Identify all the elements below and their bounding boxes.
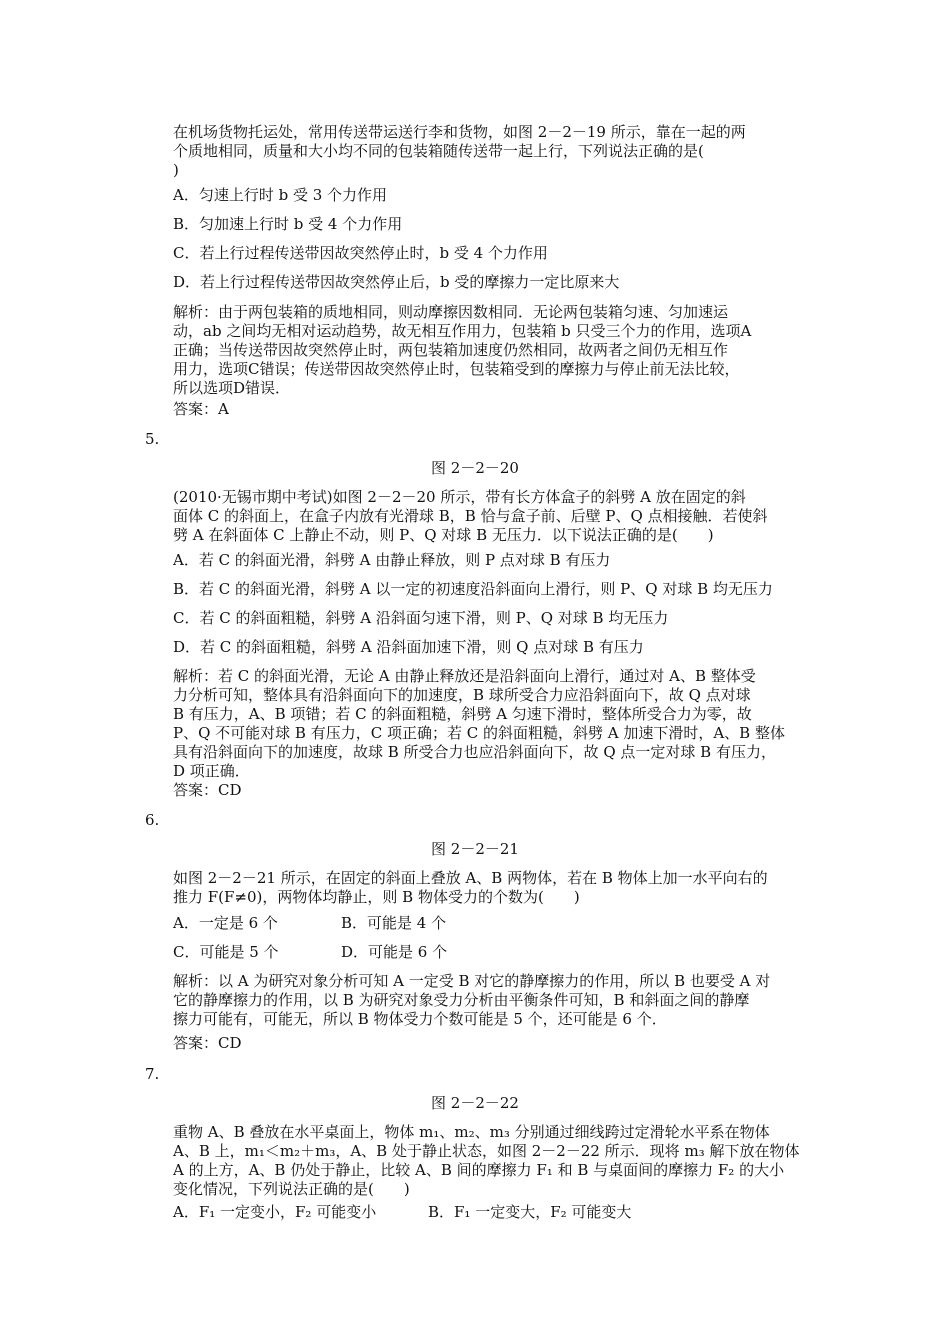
q5-stem-line: 面体 C 的斜面上，在盒子内放有光滑球 B，B 恰与盒子前、后壁 P、Q 点相接触．若使斜	[173, 507, 768, 525]
q6-figure-caption: 图 2－2－21	[431, 840, 519, 858]
q5-analysis-line: P、Q 不可能对球 B 有压力，C 项正确；若 C 的斜面粗糙，斜劈 A 加速下滑时，A、B 整体	[173, 724, 785, 742]
q4-analysis-line: 动，ab 之间均无相对运动趋势，故无相互作用力，包装箱 b 只受三个力的作用，选项A	[173, 322, 752, 340]
q5-analysis-line: D 项正确．	[173, 762, 250, 780]
q7-stem	[173, 1123, 813, 1199]
q5-stem-line: 劈 A 在斜面体 C 上静止不动，则 P、Q 对球 B 无压力．以下说法正确的是( )	[173, 526, 714, 544]
q5-stem	[173, 488, 813, 545]
q6-options-row	[173, 914, 447, 933]
q7-stem-line: 重物 A、B 叠放在水平桌面上，物体 m₁、m₂、m₃ 分别通过细线跨过定滑轮水平系在物体	[173, 1123, 770, 1141]
q6-analysis-line: 它的静摩擦力的作用，以 B 为研究对象受力分析由平衡条件可知，B 和斜面之间的静摩	[173, 991, 750, 1009]
q7-options-row	[173, 1203, 632, 1222]
q7-option-b: B．F₁ 一定变大，F₂ 可能变大	[428, 1203, 632, 1221]
q6-analysis-line: 解析：以 A 为研究对象分析可知 A 一定受 B 对它的静摩擦力的作用，所以 B 也要受 A 对	[173, 972, 771, 990]
q5-analysis-line: 具有沿斜面向下的加速度，故球 B 所受合力也应沿斜面向下，故 Q 点一定对球 B 有压力，	[173, 743, 776, 761]
q4-analysis	[173, 303, 813, 398]
q7-figure-caption: 图 2－2－22	[431, 1094, 519, 1112]
q4-answer: 答案：A	[173, 400, 229, 418]
q7-option-a: A．F₁ 一定变小，F₂ 可能变小	[173, 1203, 377, 1221]
q5-analysis-line: B 有压力，A、B 项错；若 C 的斜面粗糙，斜劈 A 匀速下滑时，整体所受合力为零，故	[173, 705, 752, 723]
q4-stem-line: 个质地相同，质量和大小均不同的包装箱随传送带一起上行，下列说法正确的是(	[173, 142, 704, 160]
q5-number: 5.	[145, 430, 160, 448]
q6-option-d: D．可能是 6 个	[341, 943, 448, 961]
q4-option-a: A．匀速上行时 b 受 3 个力作用	[173, 186, 388, 204]
q6-stem	[173, 869, 813, 907]
q5-figure-caption: 图 2－2－20	[431, 459, 519, 477]
q4-analysis-line: 解析：由于两包装箱的质地相同，则动摩擦因数相同．无论两包装箱匀速、匀加速运	[173, 303, 729, 321]
q4-option-d: D．若上行过程传送带因故突然停止后，b 受的摩擦力一定比原来大	[173, 273, 620, 291]
q5-answer: 答案：CD	[173, 781, 242, 799]
q7-stem-line: 变化情况，下列说法正确的是( )	[173, 1180, 410, 1198]
q5-analysis-line: 解析：若 C 的斜面光滑，无论 A 由静止释放还是沿斜面向上滑行，通过对 A、B 整体受	[173, 667, 756, 685]
q4-analysis-line: 正确；当传送带因故突然停止时，两包装箱加速度仍然相同，故两者之间仍无相互作	[173, 341, 729, 359]
q4-analysis-line: 用力，选项C错误；传送带因故突然停止时，包装箱受到的摩擦力与停止前无法比较，	[173, 360, 740, 378]
q5-stem-line: (2010·无锡市期中考试)如图 2－2－20 所示，带有长方体盒子的斜劈 A 放在固定的斜	[173, 488, 746, 506]
q5-analysis	[173, 667, 813, 781]
q5-analysis-line: 力分析可知，整体具有沿斜面向下的加速度，B 球所受合力应沿斜面向下，故 Q 点对球	[173, 686, 751, 704]
q4-option-b: B．匀加速上行时 b 受 4 个力作用	[173, 215, 403, 233]
q4-analysis-line: 所以选项D错误．	[173, 379, 291, 397]
q7-stem-line: A 的上方，A、B 仍处于静止，比较 A、B 间的摩擦力 F₁ 和 B 与桌面间的摩擦力 F₂ 的大小	[173, 1161, 785, 1179]
q6-number: 6.	[145, 811, 160, 829]
q6-analysis	[173, 972, 813, 1029]
q5-option-d: D．若 C 的斜面粗糙，斜劈 A 沿斜面加速下滑，则 Q 点对球 B 有压力	[173, 638, 644, 656]
q6-stem-line: 如图 2－2－21 所示，在固定的斜面上叠放 A、B 两物体，若在 B 物体上加一水平向右的	[173, 869, 768, 887]
q6-answer: 答案：CD	[173, 1034, 242, 1052]
q4-option-c: C．若上行过程传送带因故突然停止时，b 受 4 个力作用	[173, 244, 548, 262]
q6-option-b: B．可能是 4 个	[341, 914, 447, 932]
q6-options-row	[173, 943, 448, 962]
q6-analysis-line: 擦力可能有，可能无，所以 B 物体受力个数可能是 5 个，还可能是 6 个．	[173, 1010, 667, 1028]
q4-stem-line: 在机场货物托运处，常用传送带运送行李和货物，如图 2－2－19 所示，靠在一起的两	[173, 123, 746, 141]
q5-option-c: C．若 C 的斜面粗糙，斜劈 A 沿斜面匀速下滑，则 P、Q 对球 B 均无压力	[173, 609, 669, 627]
q5-option-a: A．若 C 的斜面光滑，斜劈 A 由静止释放，则 P 点对球 B 有压力	[173, 551, 611, 569]
q5-option-b: B．若 C 的斜面光滑，斜劈 A 以一定的初速度沿斜面向上滑行，则 P、Q 对球 B 均无压力	[173, 580, 773, 598]
q6-option-a: A．一定是 6 个	[173, 914, 278, 932]
q6-option-c: C．可能是 5 个	[173, 943, 279, 961]
q7-stem-line: A、B 上，m₁＜m₂＋m₃，A、B 处于静止状态，如图 2－2－22 所示．现将 m₃ 解下放在物体	[173, 1142, 800, 1160]
q7-number: 7.	[145, 1065, 160, 1083]
q4-stem	[173, 123, 813, 180]
q4-stem-line: )	[173, 161, 179, 179]
q6-stem-line: 推力 F(F≠0)，两物体均静止，则 B 物体受力的个数为( )	[173, 888, 580, 906]
